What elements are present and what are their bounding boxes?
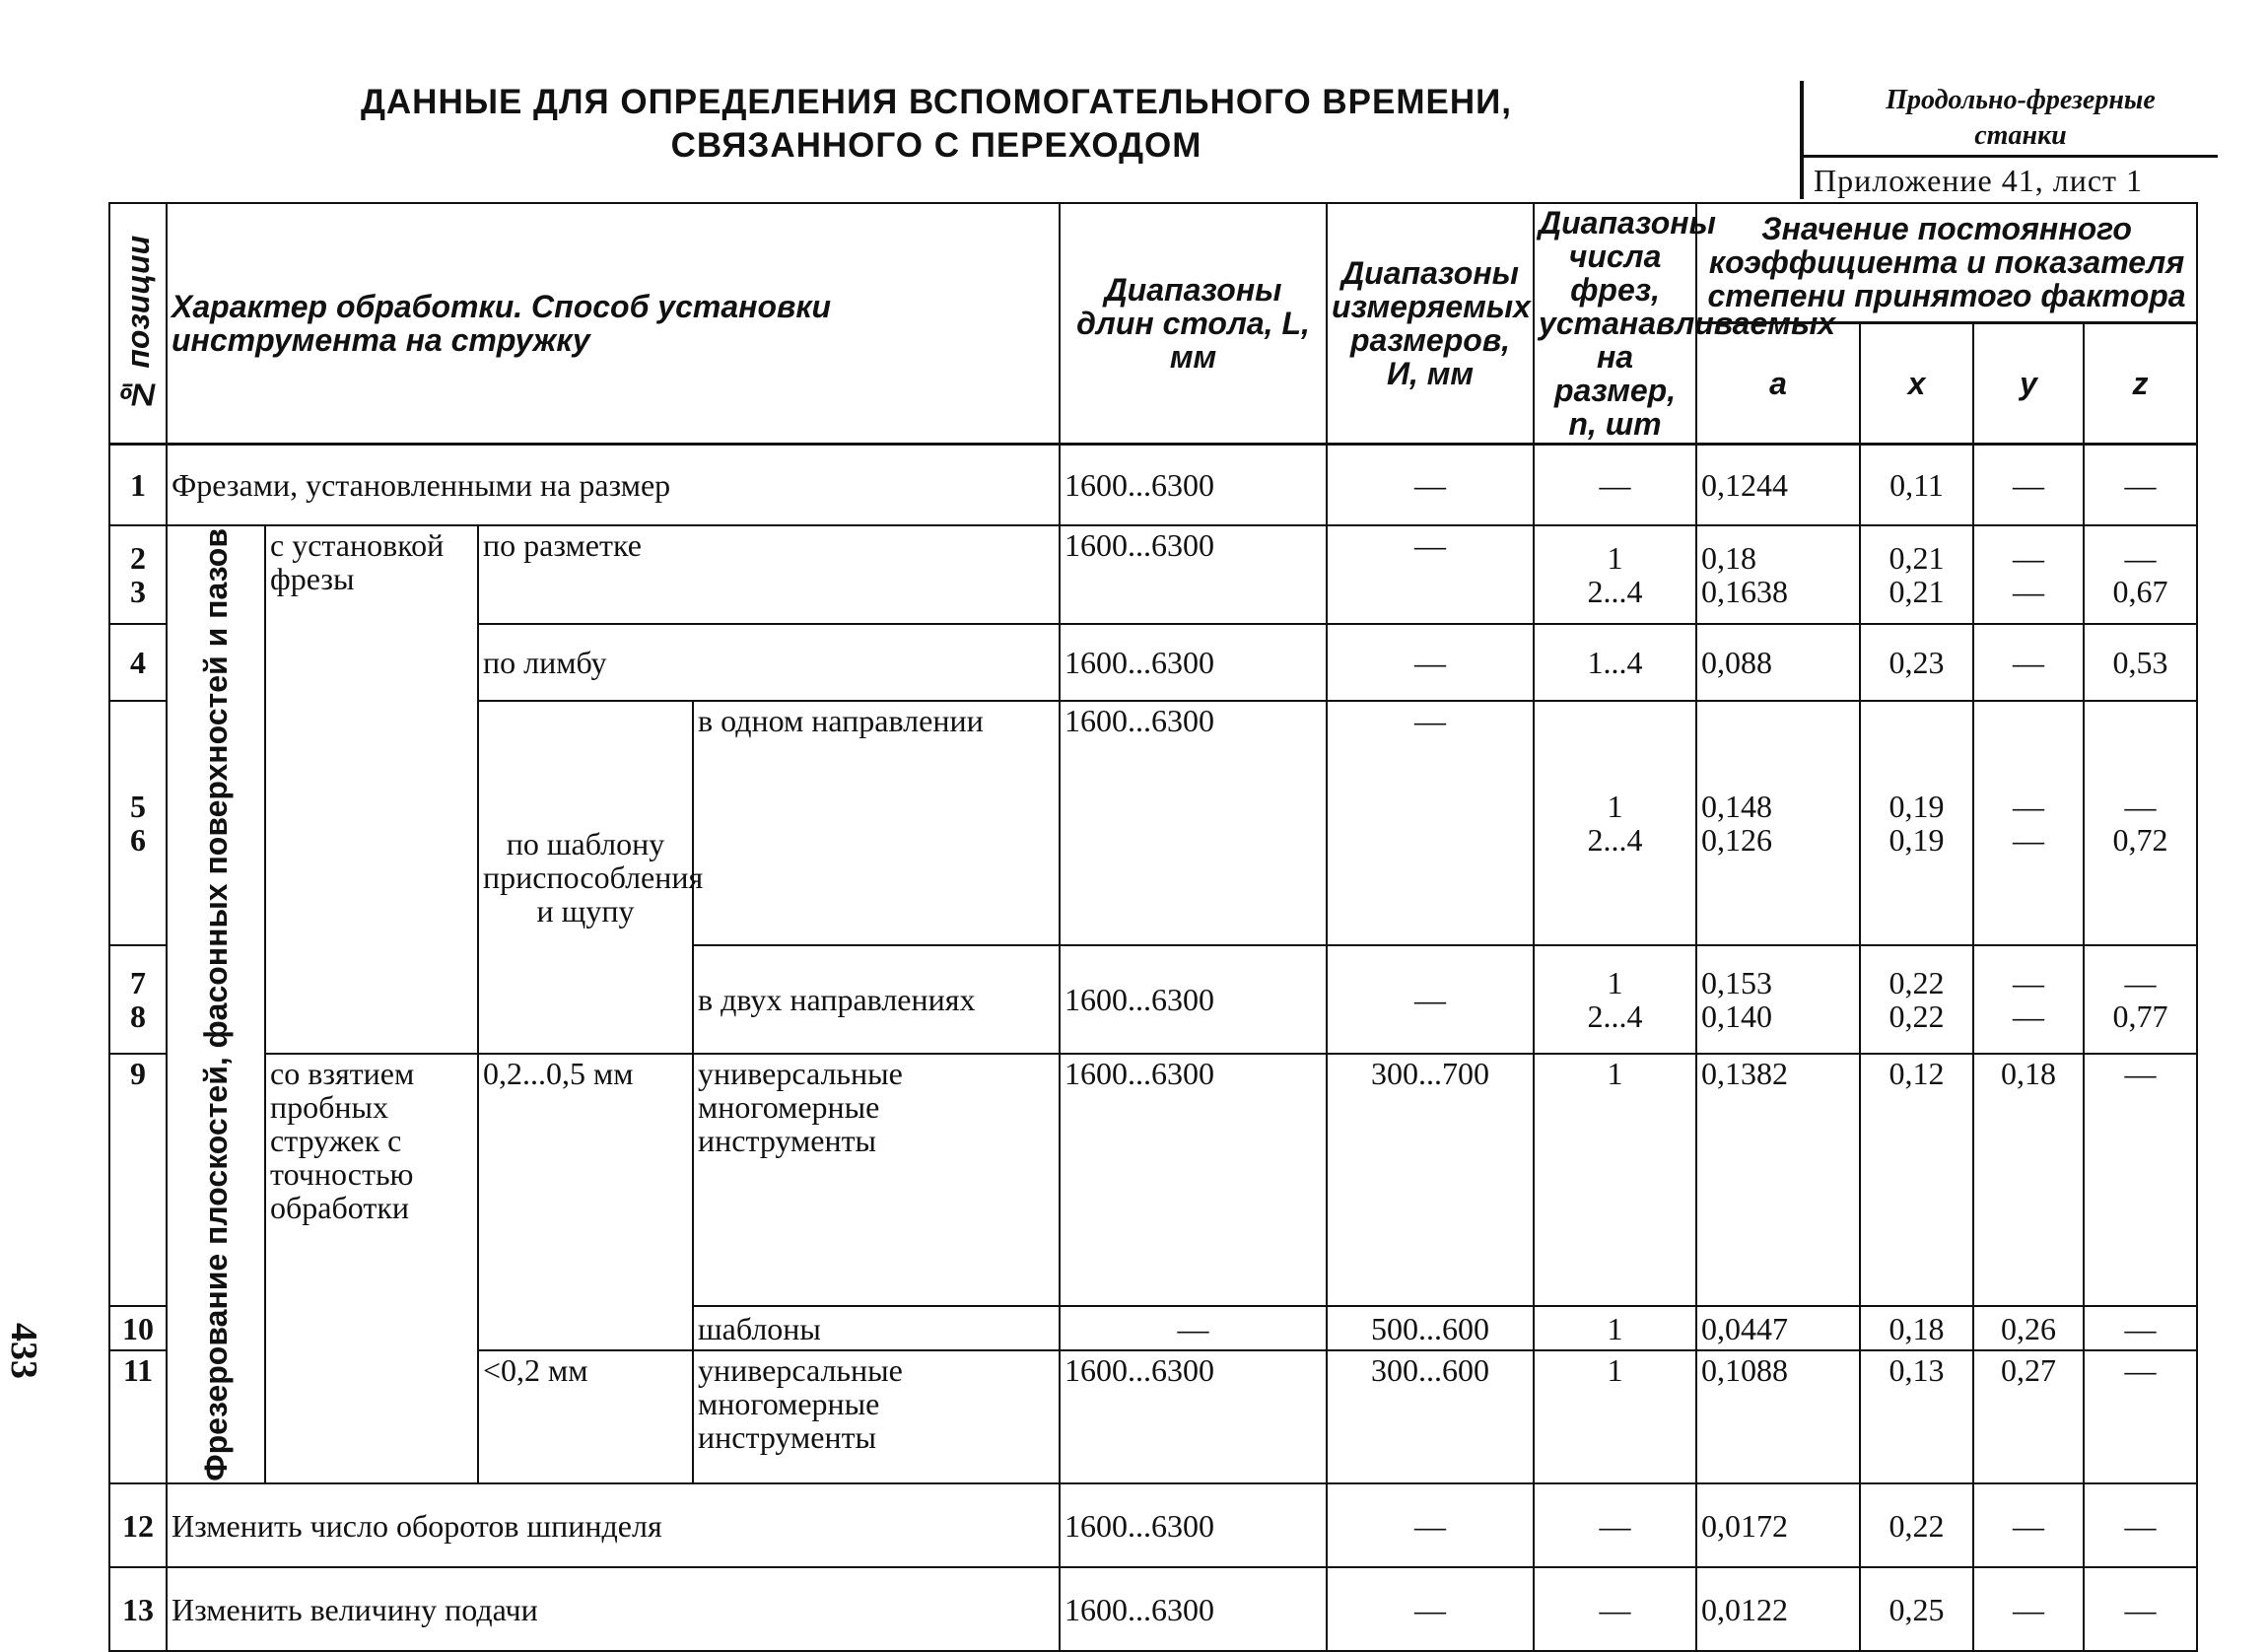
x-value: 0,22	[1888, 998, 1945, 1034]
cutters-value: 1	[1607, 539, 1623, 576]
character-cell: универсальные многомерные инструменты	[693, 1350, 1060, 1483]
cutters-cell: 1	[1534, 1350, 1696, 1483]
a-value: 0,18	[1701, 539, 1757, 576]
a-cell: 0,0447	[1696, 1306, 1860, 1350]
z-cell: —	[2084, 1483, 2197, 1567]
pos-value: 8	[130, 998, 146, 1034]
cutters-value: 1	[1607, 788, 1623, 824]
corner-rule	[1802, 155, 2218, 158]
y-cell	[1973, 945, 2084, 1054]
cutters-cell: —	[1534, 1567, 1696, 1651]
title-line-1: ДАННЫЕ ДЛЯ ОПРЕДЕЛЕНИЯ ВСПОМОГАТЕЛЬНОГО ВРЕМЕНИ,	[360, 83, 1513, 121]
x-cell: 0,12	[1860, 1054, 1973, 1306]
z-cell: —	[2084, 1567, 2197, 1651]
length-cell: 1600...6300	[1060, 525, 1327, 624]
pos-cell: 4	[109, 624, 167, 701]
a-cell	[1696, 945, 1860, 1054]
x-value: 0,22	[1888, 964, 1945, 1000]
col-cutters-header: Диапазоны числа фрез, устанавливаемых на размер, n, шт	[1534, 203, 1696, 445]
x-cell	[1860, 945, 1973, 1054]
y-cell: —	[1973, 1483, 2084, 1567]
col-x-header: x	[1860, 322, 1973, 444]
character-cell: Изменить число оборотов шпинделя	[167, 1483, 1060, 1567]
pos-value: 6	[130, 821, 146, 858]
cutters-value: 2...4	[1587, 573, 1643, 609]
cutters-cell	[1534, 701, 1696, 945]
pos-cell: 9	[109, 1054, 167, 1306]
machine-type-line-1: Продольно-фрезерные	[1886, 85, 2156, 115]
x-value: 0,19	[1888, 821, 1945, 858]
y-cell: 0,26	[1973, 1306, 2084, 1350]
pos-cell: 1	[109, 445, 167, 525]
character-cell: шаблоны	[693, 1306, 1060, 1350]
col-measured-header: Диапазоны измеряемых размеров, И, мм	[1327, 203, 1534, 445]
pos-cell	[109, 525, 167, 624]
cutters-cell: 1	[1534, 1306, 1696, 1350]
pos-cell	[109, 701, 167, 945]
table-row	[109, 525, 2197, 624]
a-value: 0,1638	[1701, 573, 1789, 609]
a-value: 0,126	[1701, 821, 1773, 858]
group-trial: со взятием пробных стружек с точностью обработки	[265, 1054, 478, 1483]
col-z-header: z	[2084, 322, 2197, 444]
x-cell: 0,18	[1860, 1306, 1973, 1350]
z-cell: —	[2084, 1306, 2197, 1350]
cutters-cell: —	[1534, 1483, 1696, 1567]
cutters-value: 2...4	[1587, 821, 1643, 858]
measured-cell: —	[1327, 1567, 1534, 1651]
y-cell	[1973, 525, 2084, 624]
col-length-header: Диапазоны длин стола, L, мм	[1060, 203, 1327, 445]
a-cell: 0,0122	[1696, 1567, 1860, 1651]
y-value: —	[2013, 998, 2045, 1034]
z-cell: —	[2084, 1350, 2197, 1483]
length-cell: 1600...6300	[1060, 1350, 1327, 1483]
machine-type	[1814, 83, 2228, 154]
measured-cell: 300...600	[1327, 1350, 1534, 1483]
x-cell: 0,25	[1860, 1567, 1973, 1651]
table-row	[109, 1054, 2197, 1306]
header-row-1	[109, 203, 2197, 322]
page-number: 433	[3, 1323, 44, 1379]
length-cell: 1600...6300	[1060, 624, 1327, 701]
cutters-value: 1	[1607, 964, 1623, 1000]
measured-cell: —	[1327, 945, 1534, 1054]
length-cell: 1600...6300	[1060, 1054, 1327, 1306]
character-cell: в одном направлении	[693, 701, 1060, 945]
y-value: —	[2013, 539, 2045, 576]
character-cell: универсальные многомерные инструменты	[693, 1054, 1060, 1306]
z-cell	[2084, 945, 2197, 1054]
measured-cell: —	[1327, 624, 1534, 701]
pos-cell: 10	[109, 1306, 167, 1350]
measured-cell: 500...600	[1327, 1306, 1534, 1350]
table-row	[109, 1567, 2197, 1651]
pos-cell: 11	[109, 1350, 167, 1483]
col-y-header: y	[1973, 322, 2084, 444]
z-cell	[2084, 525, 2197, 624]
a-cell: 0,088	[1696, 624, 1860, 701]
pos-value: 5	[130, 788, 146, 824]
character-cell: в двух направлениях	[693, 945, 1060, 1054]
y-value: —	[2013, 964, 2045, 1000]
length-cell: 1600...6300	[1060, 1483, 1327, 1567]
length-cell: 1600...6300	[1060, 1567, 1327, 1651]
cutters-cell	[1534, 945, 1696, 1054]
character-cell: по лимбу	[478, 624, 1060, 701]
table-row	[109, 1483, 2197, 1567]
y-cell	[1973, 701, 2084, 945]
pos-value: 2	[130, 539, 146, 576]
cutters-cell: 1	[1534, 1054, 1696, 1306]
x-cell	[1860, 525, 1973, 624]
y-cell: —	[1973, 445, 2084, 525]
pos-cell: 13	[109, 1567, 167, 1651]
measured-cell: —	[1327, 701, 1534, 945]
group-setup: с установкой фрезы	[265, 525, 478, 1054]
col-pos-header: № позиции	[109, 203, 167, 445]
group-range-lt-02: <0,2 мм	[478, 1350, 693, 1483]
x-value: 0,21	[1888, 573, 1945, 609]
measured-cell: 300...700	[1327, 1054, 1534, 1306]
x-cell: 0,11	[1860, 445, 1973, 525]
y-cell: —	[1973, 624, 2084, 701]
a-cell: 0,1088	[1696, 1350, 1860, 1483]
title-line-2: СВЯЗАННОГО С ПЕРЕХОДОМ	[670, 126, 1202, 165]
group-template: по шаблону приспособления и щупу	[478, 701, 693, 1054]
col-coef-group-header: Значение постоянного коэффициента и показателя степени принятого фактора	[1696, 203, 2197, 322]
z-cell: —	[2084, 445, 2197, 525]
x-cell: 0,23	[1860, 624, 1973, 701]
measured-cell: —	[1327, 525, 1534, 624]
z-value: —	[2124, 788, 2157, 824]
z-value: —	[2124, 539, 2157, 576]
cutters-cell	[1534, 525, 1696, 624]
corner-divider	[1800, 81, 1804, 199]
pos-value: 7	[130, 964, 146, 1000]
z-cell: —	[2084, 1054, 2197, 1306]
y-value: —	[2013, 573, 2045, 609]
length-cell: 1600...6300	[1060, 701, 1327, 945]
y-cell: 0,27	[1973, 1350, 2084, 1483]
machine-type-line-2: станки	[1974, 120, 2067, 151]
y-value: —	[2013, 821, 2045, 858]
group-range-02-05: 0,2...0,5 мм	[478, 1054, 693, 1350]
x-value: 0,21	[1888, 539, 1945, 576]
a-cell: 0,1382	[1696, 1054, 1860, 1306]
length-cell: 1600...6300	[1060, 445, 1327, 525]
a-value: 0,153	[1701, 964, 1773, 1000]
x-cell: 0,13	[1860, 1350, 1973, 1483]
pos-value: 3	[130, 573, 146, 609]
measured-cell: —	[1327, 445, 1534, 525]
appendix-label: Приложение 41, лист 1	[1814, 163, 2144, 198]
a-cell: 0,0172	[1696, 1483, 1860, 1567]
a-cell	[1696, 525, 1860, 624]
data-table	[108, 202, 2198, 1652]
measured-cell: —	[1327, 1483, 1534, 1567]
character-cell: по разметке	[478, 525, 1060, 624]
character-cell: Фрезами, установленными на размер	[167, 445, 1060, 525]
a-value: 0,140	[1701, 998, 1773, 1034]
z-value: 0,67	[2112, 573, 2168, 609]
group-milling: Фрезерование плоскостей, фасонных поверхностей и пазов	[167, 525, 265, 1484]
z-value: 0,77	[2112, 998, 2168, 1034]
cutters-cell: 1...4	[1534, 624, 1696, 701]
x-value: 0,19	[1888, 788, 1945, 824]
length-cell: 1600...6300	[1060, 945, 1327, 1054]
page-title	[296, 81, 1577, 168]
cutters-value: 2...4	[1587, 998, 1643, 1034]
z-cell	[2084, 701, 2197, 945]
length-cell: —	[1060, 1306, 1327, 1350]
a-cell: 0,1244	[1696, 445, 1860, 525]
a-cell	[1696, 701, 1860, 945]
z-value: —	[2124, 964, 2157, 1000]
character-cell: Изменить величину подачи	[167, 1567, 1060, 1651]
z-cell: 0,53	[2084, 624, 2197, 701]
y-cell: —	[1973, 1567, 2084, 1651]
y-value: —	[2013, 788, 2045, 824]
a-value: 0,148	[1701, 788, 1773, 824]
col-a-header: a	[1696, 322, 1860, 444]
x-cell	[1860, 701, 1973, 945]
pos-cell: 12	[109, 1483, 167, 1567]
cutters-cell: —	[1534, 445, 1696, 525]
table-row	[109, 445, 2197, 525]
y-cell: 0,18	[1973, 1054, 2084, 1306]
pos-cell	[109, 945, 167, 1054]
col-character-header: Характер обработки. Способ установки инструмента на стружку	[167, 203, 1060, 445]
x-cell: 0,22	[1860, 1483, 1973, 1567]
z-value: 0,72	[2112, 821, 2168, 858]
